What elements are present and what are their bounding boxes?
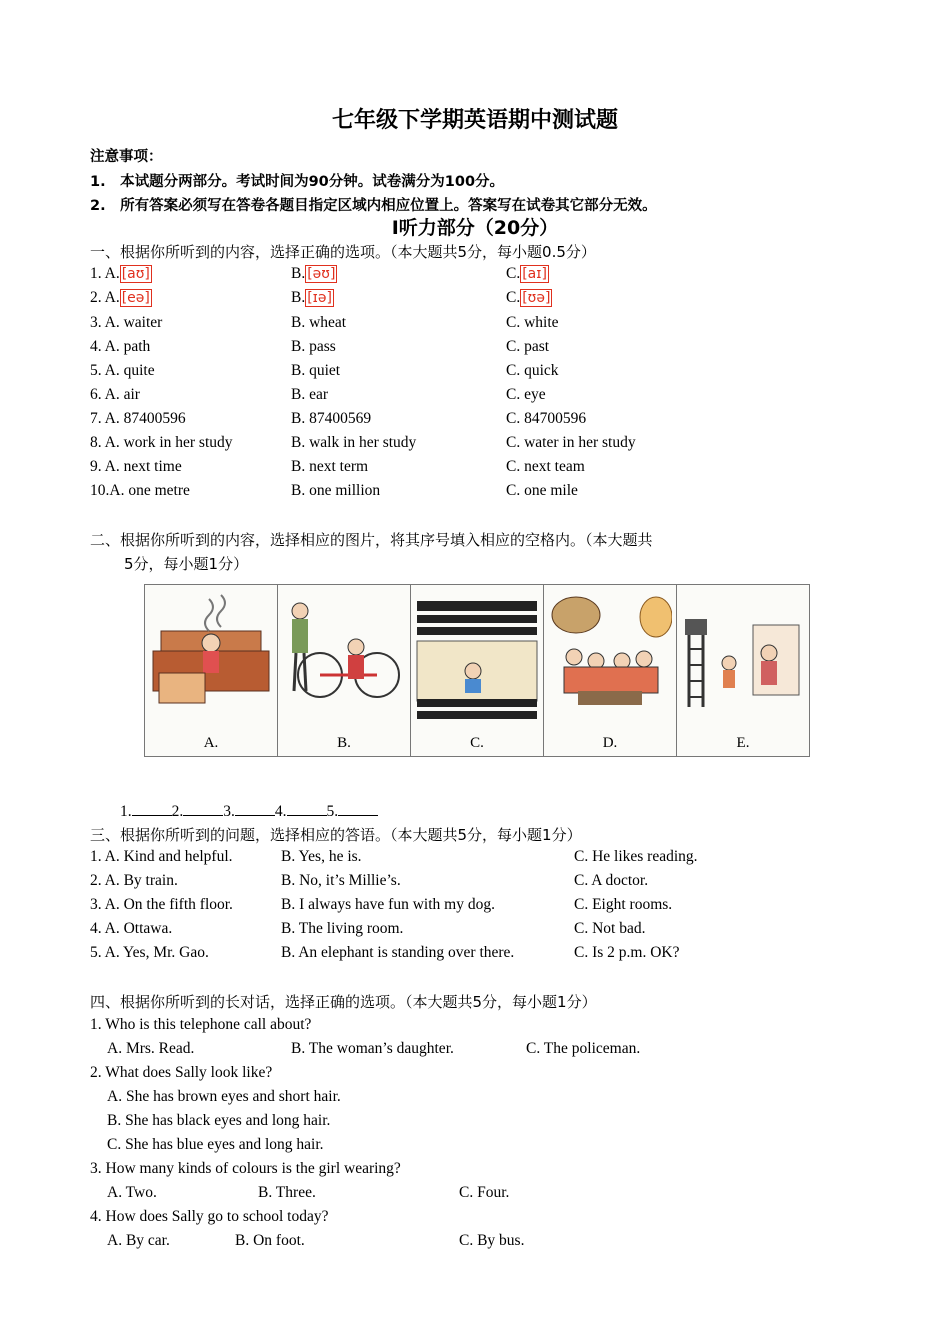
part1-title: I听力部分（20分） bbox=[391, 217, 559, 239]
picture-a bbox=[145, 585, 278, 756]
s1-row1-c: C. [aɪ] bbox=[506, 265, 547, 282]
s4-q3-c: C. Four. bbox=[459, 1184, 510, 1201]
s1-row4-b: B. pass bbox=[291, 338, 336, 355]
s1-row10-a: 10.A. one metre bbox=[90, 482, 190, 499]
s1-row6-a: 6. A. air bbox=[90, 386, 140, 403]
blank-5-label: 5. bbox=[326, 803, 339, 820]
answer-blanks bbox=[120, 801, 378, 821]
s3-row1-b: B. Yes, he is. bbox=[281, 848, 362, 865]
s3-row5-c: C. Is 2 p.m. OK? bbox=[574, 944, 680, 961]
s1-row8-b: B. walk in her study bbox=[291, 434, 417, 451]
s3-row2-a: 2. A. By train. bbox=[90, 872, 178, 889]
picture-c-label: C. bbox=[470, 735, 484, 751]
s1-row3-b: B. wheat bbox=[291, 314, 347, 331]
pool-illustration bbox=[415, 591, 539, 727]
bicycle-repair-illustration bbox=[282, 591, 406, 727]
s4-q4: 4. How does Sally go to school today? bbox=[90, 1208, 329, 1225]
s1-row9-a: 9. A. next time bbox=[90, 458, 182, 475]
s1-row3-a: 3. A. waiter bbox=[90, 314, 163, 331]
s1-row1-b: B. [əʊ] bbox=[291, 265, 336, 282]
s1-row10-c: C. one mile bbox=[506, 482, 578, 499]
section2-heading-line1: 二、根据你所听到的内容，选择相应的图片，将其序号填入相应的空格内。（本大题共 bbox=[90, 531, 653, 549]
s3-row3-b: B. I always have fun with my dog. bbox=[281, 896, 495, 913]
s1-row2-b: B. [ɪə] bbox=[291, 289, 332, 306]
s4-q1-c: C. The policeman. bbox=[526, 1040, 641, 1057]
s1-row2-a-ipa: [eə] bbox=[121, 290, 150, 306]
picture-b bbox=[278, 585, 411, 756]
s4-q2-b: B. She has black eyes and long hair. bbox=[107, 1112, 331, 1129]
picture-d-label: D. bbox=[602, 735, 618, 751]
s4-q3-a: A. Two. bbox=[107, 1184, 157, 1201]
s3-row2-c: C. A doctor. bbox=[574, 872, 649, 889]
s3-row5-b: B. An elephant is standing over there. bbox=[281, 944, 515, 961]
s3-row5-a: 5. A. Yes, Mr. Gao. bbox=[90, 944, 209, 961]
blank-3-label: 3. bbox=[223, 803, 235, 820]
section1-heading: 一、根据你所听到的内容，选择正确的选项。（本大题共5分，每小题0.5分） bbox=[90, 243, 596, 261]
s1-row7-c: C. 84700596 bbox=[506, 410, 587, 427]
s4-q1: 1. Who is this telephone call about? bbox=[90, 1016, 312, 1033]
notice-item-1: 1. 本试题分两部分。考试时间为90分钟。试卷满分为100分。 bbox=[90, 174, 505, 190]
picture-a-label: A. bbox=[203, 735, 219, 751]
s1-row8-a: 8. A. work in her study bbox=[90, 434, 233, 451]
s1-row10-b: B. one million bbox=[291, 482, 381, 499]
s1-row5-a: 5. A. quite bbox=[90, 362, 155, 379]
s1-row7-a: 7. A. 87400596 bbox=[90, 410, 186, 427]
s4-q2: 2. What does Sally look like? bbox=[90, 1064, 273, 1081]
s1-row1-c-ipa: [aɪ] bbox=[522, 266, 547, 282]
section3-heading: 三、根据你所听到的问题，选择相应的答语。（本大题共5分，每小题1分） bbox=[90, 826, 582, 844]
answer-blank-4[interactable] bbox=[287, 801, 327, 816]
s1-row9-c: C. next team bbox=[506, 458, 585, 475]
s4-q1-a: A. Mrs. Read. bbox=[107, 1040, 195, 1057]
picture-strip bbox=[144, 584, 810, 757]
s4-q1-b: B. The woman’s daughter. bbox=[291, 1040, 454, 1057]
s3-row4-a: 4. A. Ottawa. bbox=[90, 920, 173, 937]
picture-e-label: E. bbox=[736, 735, 750, 751]
s1-row5-c: C. quick bbox=[506, 362, 559, 379]
s3-row3-a: 3. A. On the fifth floor. bbox=[90, 896, 233, 913]
s4-q3: 3. How many kinds of colours is the girl wearing? bbox=[90, 1160, 401, 1177]
s1-row2-a: 2. A. [eə] bbox=[90, 289, 150, 306]
s1-row2-b-ipa: [ɪə] bbox=[307, 290, 332, 306]
s1-row2-c-ipa: [ʊə] bbox=[522, 290, 551, 306]
s3-row1-a: 1. A. Kind and helpful. bbox=[90, 848, 233, 865]
s3-row3-c: C. Eight rooms. bbox=[574, 896, 673, 913]
blank-4-label: 4. bbox=[274, 803, 287, 820]
s1-row1-a: 1. A. [aʊ] bbox=[90, 265, 150, 282]
s4-q4-b: B. On foot. bbox=[235, 1232, 305, 1249]
picture-e bbox=[677, 585, 809, 756]
s1-row3-c: C. white bbox=[506, 314, 559, 331]
s4-q3-b: B. Three. bbox=[258, 1184, 316, 1201]
s3-row4-c: C. Not bad. bbox=[574, 920, 646, 937]
page-title: 七年级下学期英语期中测试题 bbox=[331, 108, 618, 133]
s3-row1-c: C. He likes reading. bbox=[574, 848, 698, 865]
s3-row2-b: B. No, it’s Millie’s. bbox=[281, 872, 401, 889]
blank-2-label: 2. bbox=[171, 803, 184, 820]
section4-heading: 四、根据你所听到的长对话，选择正确的选项。（本大题共5分，每小题1分） bbox=[90, 993, 597, 1011]
s1-row8-c: C. water in her study bbox=[506, 434, 636, 451]
s4-q4-c: C. By bus. bbox=[459, 1232, 525, 1249]
s1-row4-a: 4. A. path bbox=[90, 338, 151, 355]
answer-blank-2[interactable] bbox=[183, 801, 223, 816]
s1-row1-b-ipa: [əʊ] bbox=[307, 266, 336, 282]
picture-c bbox=[411, 585, 544, 756]
s1-row4-c: C. past bbox=[506, 338, 550, 355]
s1-row9-b: B. next term bbox=[291, 458, 369, 475]
picnic-illustration bbox=[548, 591, 672, 727]
answer-blank-5[interactable] bbox=[338, 801, 378, 816]
s1-row6-c: C. eye bbox=[506, 386, 546, 403]
sofa-illustration bbox=[149, 591, 273, 727]
s4-q2-a: A. She has brown eyes and short hair. bbox=[107, 1088, 341, 1105]
s4-q2-c: C. She has blue eyes and long hair. bbox=[107, 1136, 324, 1153]
s3-row4-b: B. The living room. bbox=[281, 920, 404, 937]
s4-q4-a: A. By car. bbox=[107, 1232, 170, 1249]
picture-d bbox=[544, 585, 677, 756]
ladder-illustration bbox=[681, 591, 805, 727]
answer-blank-3[interactable] bbox=[235, 801, 275, 816]
s1-row1-a-ipa: [aʊ] bbox=[121, 266, 150, 282]
s1-row5-b: B. quiet bbox=[291, 362, 341, 379]
answer-blank-1[interactable] bbox=[132, 801, 172, 816]
notice-heading: 注意事项： bbox=[90, 149, 163, 165]
notice-item-2: 2. 所有答案必须写在答卷各题目指定区域内相应位置上。答案写在试卷其它部分无效。 bbox=[90, 198, 657, 214]
s1-row2-c: C. [ʊə] bbox=[506, 289, 551, 306]
section2-heading-line2: 5分，每小题1分） bbox=[124, 555, 249, 573]
picture-b-label: B. bbox=[337, 735, 351, 751]
s1-row7-b: B. 87400569 bbox=[291, 410, 372, 427]
s1-row6-b: B. ear bbox=[291, 386, 329, 403]
blank-1-label: 1. bbox=[120, 803, 132, 820]
